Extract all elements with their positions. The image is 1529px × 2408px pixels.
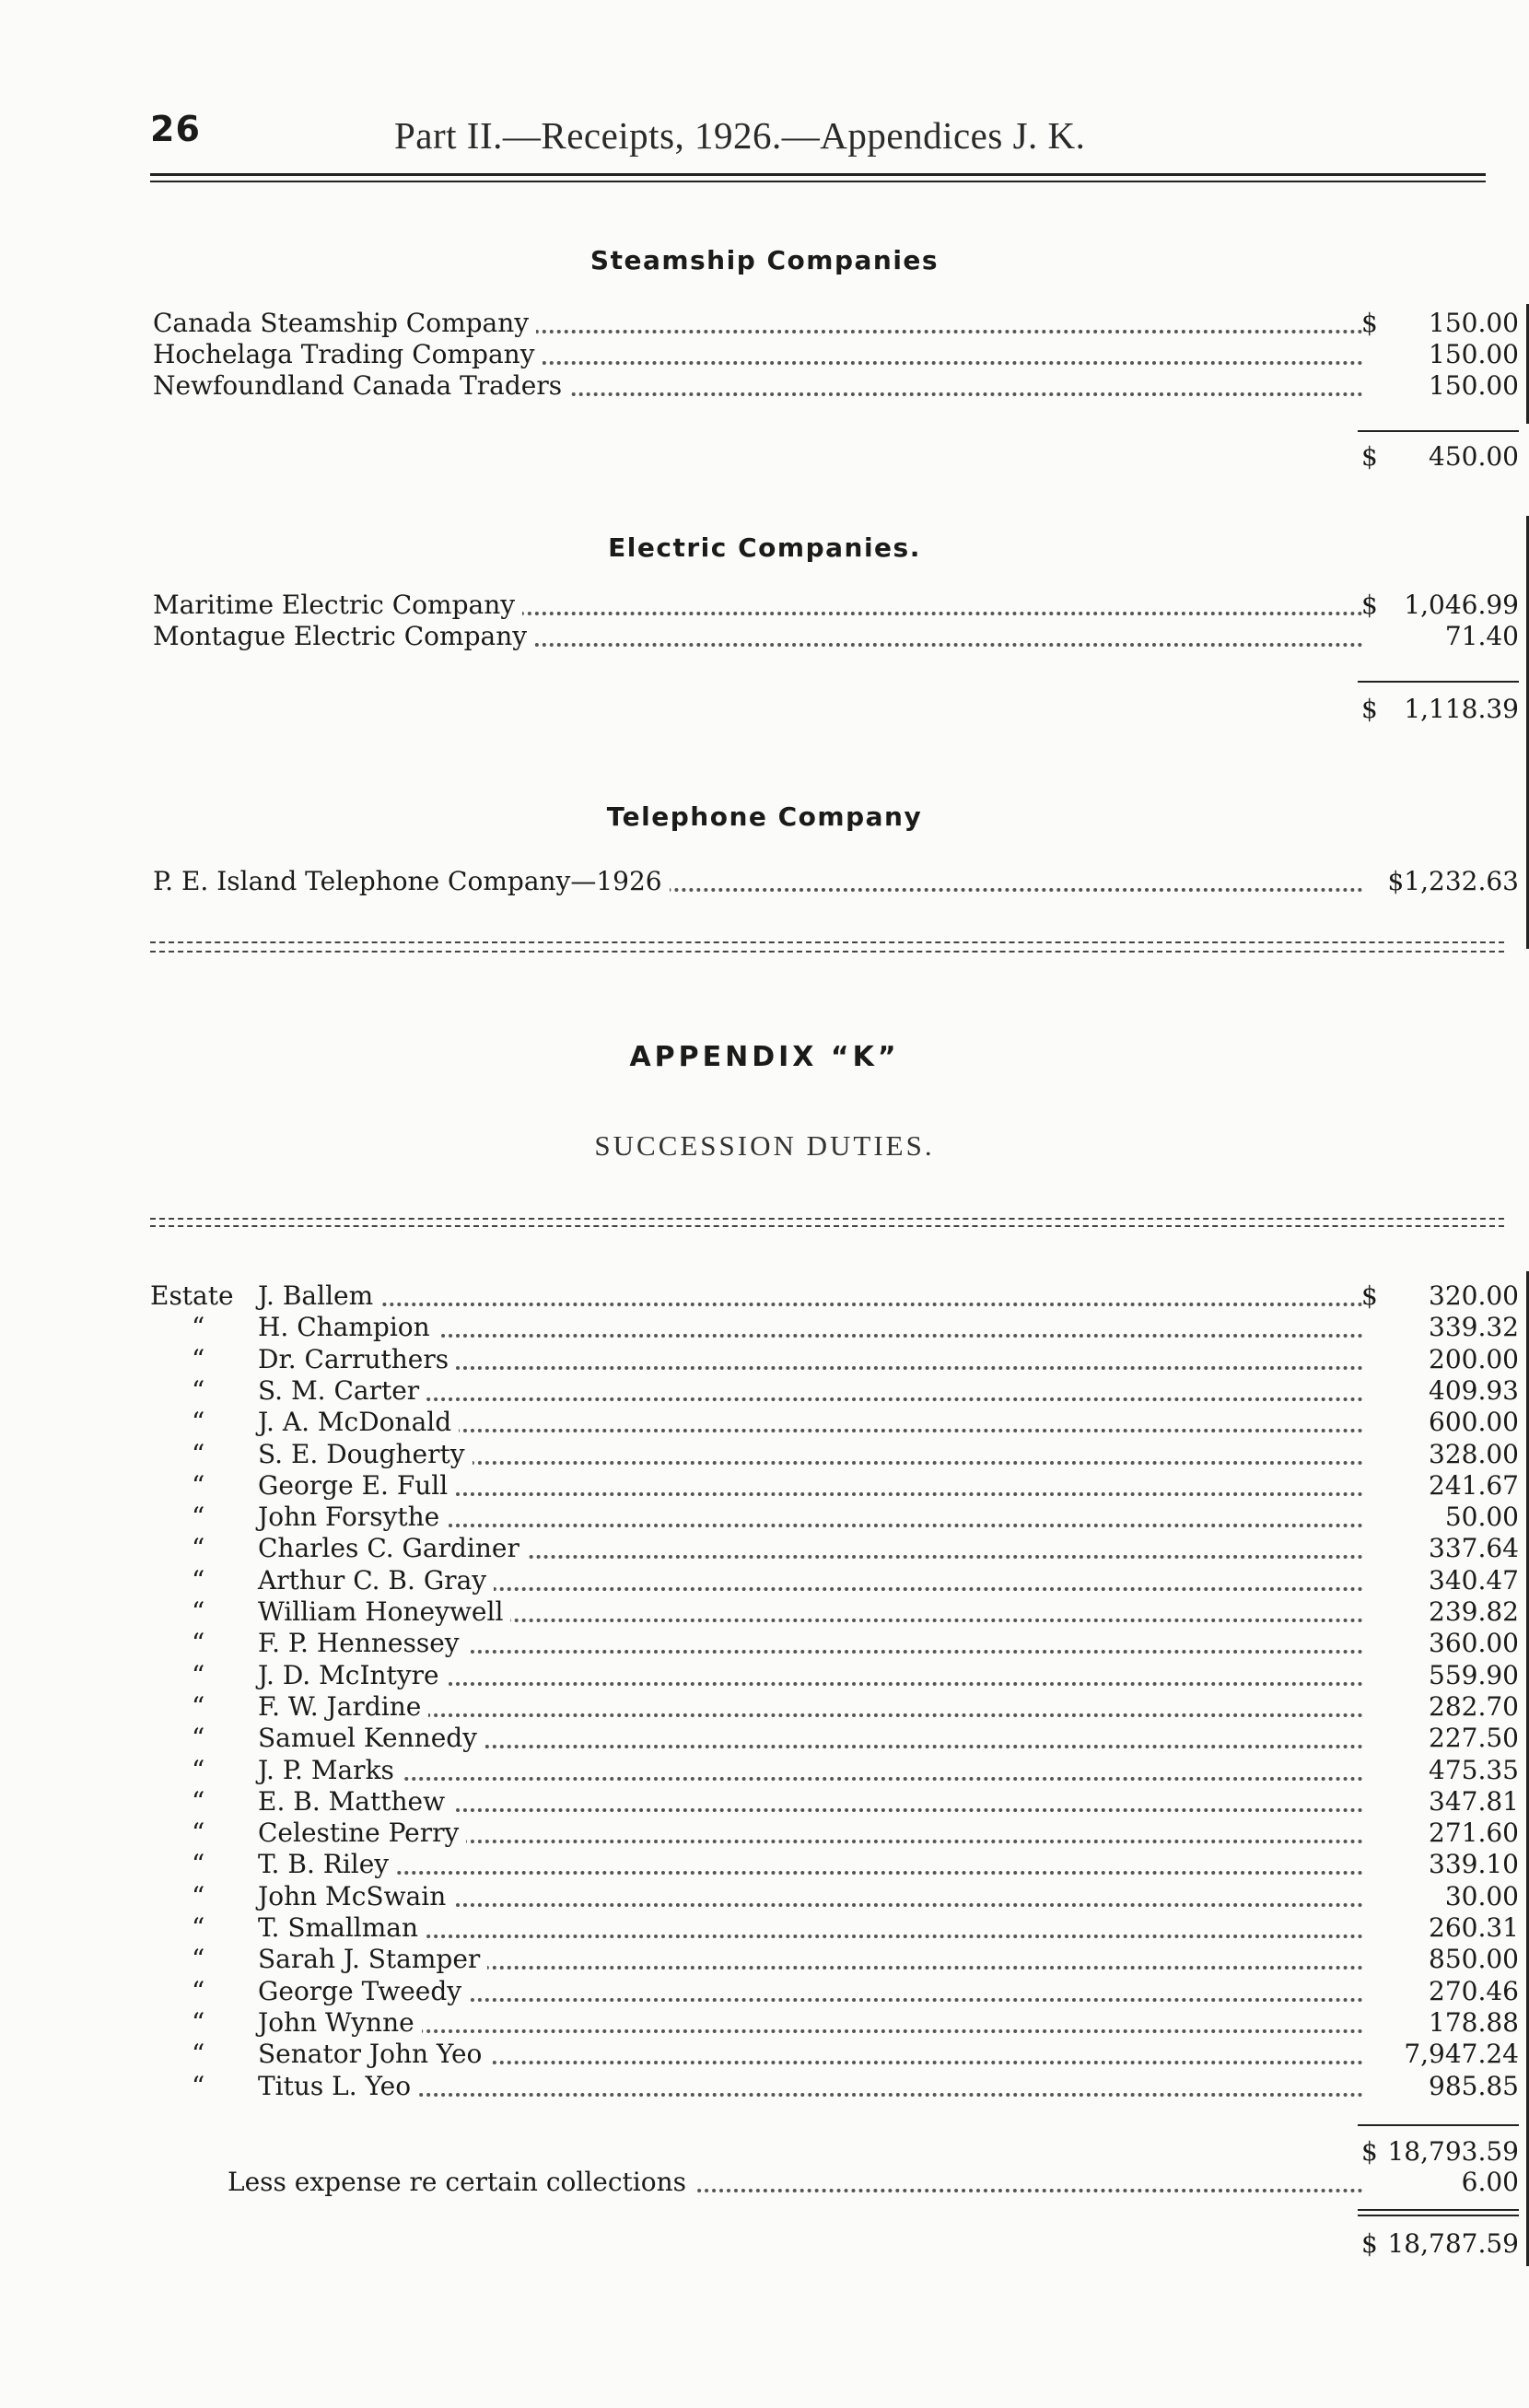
item-name: J. D. McIntyre [258, 1660, 447, 1691]
ditto-mark: “ [192, 2071, 212, 2102]
list-item [0, 1723, 1529, 1754]
item-name: Dr. Carruthers [258, 1344, 456, 1375]
item-name: T. B. Riley [258, 1849, 396, 1880]
list-item [0, 2071, 1529, 2102]
list-item [0, 1628, 1529, 1659]
less-expense-amount: 6.00 [1461, 2167, 1519, 2197]
item-amount: 850.00 [1429, 1944, 1519, 1975]
estate-subtotal-rule [1358, 2124, 1519, 2126]
list-item [0, 1944, 1529, 1975]
item-amount: 347.81 [1429, 1785, 1519, 1817]
item-amount: 150.00 [1429, 370, 1519, 401]
item-amount: 270.46 [1429, 1975, 1519, 2006]
item-name: P. E. Island Telephone Company—1926 [153, 866, 670, 897]
item-name: E. B. Matthew [258, 1786, 452, 1818]
item-amount: 1,046.99 [1404, 590, 1519, 620]
list-item [0, 1312, 1529, 1343]
list-item [0, 1502, 1529, 1533]
electric-total-rule [1358, 681, 1519, 683]
ditto-mark: “ [192, 1944, 212, 1975]
item-amount: 7,947.24 [1404, 2039, 1519, 2070]
ditto-mark: “ [192, 1881, 212, 1912]
item-amount: 600.00 [1429, 1407, 1519, 1438]
list-item [0, 1375, 1529, 1407]
ditto-mark: “ [192, 2007, 212, 2039]
ditto-mark: “ [192, 1691, 212, 1723]
list-item [0, 1344, 1529, 1375]
item-name: J. A. McDonald [258, 1407, 459, 1438]
item-name: Maritime Electric Company [153, 590, 522, 621]
item-dollar-sign: $ [1361, 590, 1378, 620]
dot-leader [258, 1871, 1363, 1875]
list-item [0, 1660, 1529, 1691]
less-expense-row [0, 2167, 1529, 2198]
item-name: F. W. Jardine [258, 1691, 428, 1723]
item-name: J. P. Marks [258, 1755, 402, 1786]
item-amount: 559.90 [1429, 1659, 1519, 1690]
list-item [0, 308, 1529, 339]
ditto-mark: “ [192, 1660, 212, 1691]
ditto-mark: “ [192, 1470, 212, 1502]
list-item [0, 370, 1529, 402]
steamship-total-rule [1358, 430, 1519, 432]
item-name: Newfoundland Canada Traders [153, 370, 569, 402]
ditto-mark: “ [192, 1976, 212, 2007]
grand-total-amount: 18,787.59 [1387, 2228, 1519, 2259]
item-amount: 337.64 [1429, 1533, 1519, 1564]
item-dollar-sign: $ [1361, 1280, 1378, 1311]
item-name: H. Champion [258, 1312, 438, 1343]
list-item [0, 866, 1529, 897]
item-amount: 178.88 [1429, 2006, 1519, 2038]
item-amount: 409.93 [1429, 1374, 1519, 1406]
ditto-mark: “ [192, 1565, 212, 1596]
list-item [0, 1976, 1529, 2007]
steamship-total-dollar: $ [1361, 441, 1378, 472]
item-amount: 71.40 [1444, 621, 1519, 651]
list-item [0, 1691, 1529, 1723]
steamship-total-row [0, 440, 1529, 473]
dot-leader [258, 1777, 1363, 1781]
item-amount: 339.10 [1429, 1849, 1519, 1880]
item-name: Sarah J. Stamper [258, 1944, 487, 1975]
section-divider [150, 941, 1504, 943]
item-amount: 339.32 [1429, 1312, 1519, 1343]
page-number: 26 [150, 109, 201, 149]
estate-subtotal-amount: 18,793.59 [1387, 2136, 1519, 2167]
ditto-mark: “ [192, 1533, 212, 1564]
grand-total-row [0, 2227, 1529, 2261]
section-divider-2 [150, 951, 1504, 953]
item-name: J. Ballem [258, 1280, 380, 1312]
steamship-heading: Steamship Companies [589, 245, 940, 275]
item-amount: $1,232.63 [1387, 866, 1519, 896]
item-name: John Forsythe [258, 1502, 447, 1533]
list-item [0, 339, 1529, 370]
item-amount: 985.85 [1429, 2070, 1519, 2101]
ditto-mark: “ [192, 1344, 212, 1375]
electric-total-dollar: $ [1361, 694, 1378, 724]
ditto-mark: “ [192, 1912, 212, 1944]
list-item [0, 1407, 1529, 1438]
item-name: Hochelaga Trading Company [153, 339, 543, 370]
appendix-divider-2 [150, 1225, 1504, 1227]
item-name: Senator John Yeo [258, 2039, 489, 2070]
item-name: Charles C. Gardiner [258, 1533, 527, 1564]
list-item [0, 1565, 1529, 1596]
item-amount: 200.00 [1429, 1343, 1519, 1374]
list-item [0, 1818, 1529, 1849]
item-amount: 260.31 [1429, 1912, 1519, 1943]
item-name: Titus L. Yeo [258, 2071, 418, 2102]
item-name: Arthur C. B. Gray [258, 1565, 494, 1596]
item-name: T. Smallman [258, 1912, 426, 1944]
list-item [0, 1786, 1529, 1818]
list-item [0, 1849, 1529, 1880]
grand-total-rule-2 [1358, 2215, 1519, 2216]
ditto-mark: “ [192, 1755, 212, 1786]
ditto-mark: “ [192, 1818, 212, 1849]
item-amount: 360.00 [1429, 1628, 1519, 1659]
list-item [0, 2039, 1529, 2070]
estate-label: Estate [150, 1280, 241, 1312]
item-amount: 328.00 [1429, 1438, 1519, 1469]
less-expense-label: Less expense re certain collections [228, 2167, 694, 2198]
ditto-mark: “ [192, 1375, 212, 1407]
steamship-total-amount: 450.00 [1429, 441, 1519, 472]
item-name: George Tweedy [258, 1976, 469, 2007]
header-rule-2 [150, 181, 1486, 182]
item-amount: 320.00 [1429, 1280, 1519, 1311]
dot-leader [258, 2029, 1363, 2033]
ditto-mark: “ [192, 1786, 212, 1818]
item-name: Canada Steamship Company [153, 308, 536, 339]
electric-total-row [0, 693, 1529, 726]
ditto-mark: “ [192, 1439, 212, 1470]
header-rule [150, 173, 1486, 176]
item-amount: 239.82 [1429, 1596, 1519, 1627]
item-name: S. E. Dougherty [258, 1439, 473, 1470]
item-amount: 50.00 [1444, 1502, 1519, 1533]
item-amount: 150.00 [1429, 339, 1519, 369]
dot-leader [258, 1303, 1363, 1306]
item-amount: 150.00 [1429, 308, 1519, 338]
item-amount: 475.35 [1429, 1754, 1519, 1785]
item-amount: 227.50 [1429, 1723, 1519, 1754]
item-name: William Honeywell [258, 1596, 510, 1628]
list-item [0, 1439, 1529, 1470]
list-item [0, 621, 1529, 652]
estate-subtotal-row [0, 2135, 1529, 2168]
item-name: John Wynne [258, 2007, 422, 2039]
item-name: Montague Electric Company [153, 621, 534, 652]
ditto-mark: “ [192, 1312, 212, 1343]
ditto-mark: “ [192, 1407, 212, 1438]
ditto-mark: “ [192, 2039, 212, 2070]
item-name: Celestine Perry [258, 1818, 466, 1849]
list-item [0, 1533, 1529, 1564]
item-name: George E. Full [258, 1470, 455, 1502]
appendix-heading: APPENDIX “K” [629, 1041, 900, 1073]
list-item [0, 1280, 1529, 1312]
ditto-mark: “ [192, 1849, 212, 1880]
list-item [0, 1596, 1529, 1628]
list-item [0, 1881, 1529, 1912]
list-item [0, 590, 1529, 621]
page-header-title: Part II.—Receipts, 1926.—Appendices J. K. [394, 114, 1086, 157]
ditto-mark: “ [192, 1596, 212, 1628]
item-name: F. P. Hennessey [258, 1628, 467, 1659]
item-dollar-sign: $ [1361, 308, 1378, 338]
dot-leader [258, 2093, 1363, 2097]
item-name: Samuel Kennedy [258, 1723, 484, 1754]
appendix-subheading: SUCCESSION DUTIES. [594, 1129, 935, 1162]
item-amount: 30.00 [1444, 1880, 1519, 1911]
list-item [0, 1470, 1529, 1502]
ditto-mark: “ [192, 1723, 212, 1754]
item-name: S. M. Carter [258, 1375, 426, 1407]
item-amount: 282.70 [1429, 1690, 1519, 1722]
appendix-divider [150, 1218, 1504, 1220]
ditto-mark: “ [192, 1628, 212, 1659]
ditto-mark: “ [192, 1502, 212, 1533]
electric-heading: Electric Companies. [608, 532, 921, 563]
grand-total-dollar: $ [1361, 2228, 1378, 2259]
item-amount: 271.60 [1429, 1818, 1519, 1849]
item-name: John McSwain [258, 1881, 453, 1912]
grand-total-rule [1358, 2209, 1519, 2211]
list-item [0, 2007, 1529, 2039]
electric-total-amount: 1,118.39 [1404, 694, 1519, 724]
item-amount: 241.67 [1429, 1469, 1519, 1501]
list-item [0, 1912, 1529, 1944]
estate-subtotal-dollar: $ [1361, 2136, 1378, 2167]
telephone-heading: Telephone Company [606, 801, 923, 832]
item-amount: 340.47 [1429, 1564, 1519, 1596]
list-item [0, 1755, 1529, 1786]
